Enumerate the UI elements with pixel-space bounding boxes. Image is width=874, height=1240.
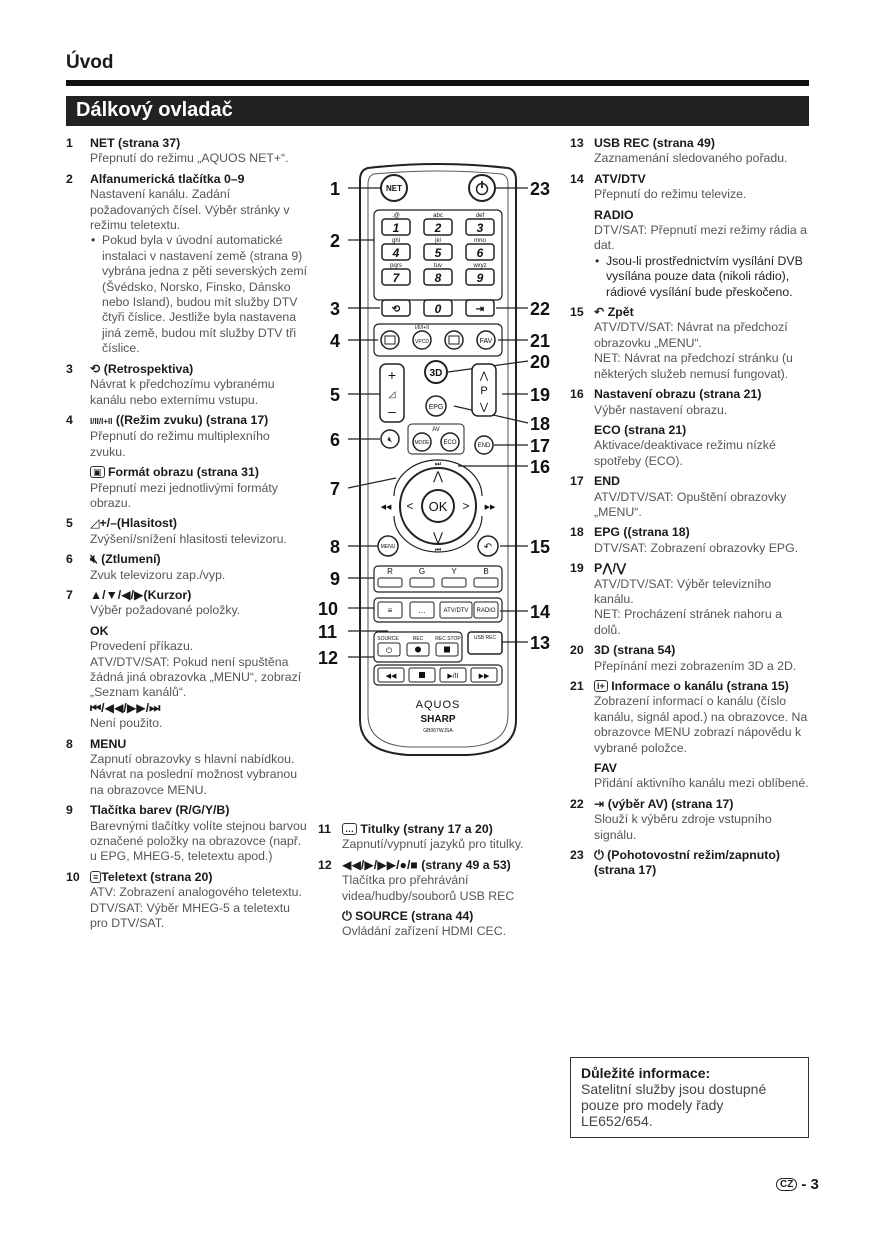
column-left [66,136,308,937]
svg-text:10: 10 [318,599,339,619]
list-item: 23 ⏻ (Pohotovostní režim/zapnuto) (strana 17) [570,848,780,878]
svg-text:▶▶: ▶▶ [484,504,496,511]
svg-text:↶: ↶ [483,542,493,553]
svg-text:pqrs: pqrs [390,263,402,269]
power-icon: ⏻ [342,909,352,924]
teletext-icon: ≡ [90,871,101,883]
3d-button [425,361,447,383]
svg-text:NET: NET [386,184,402,193]
svg-text:MODE: MODE [414,440,430,446]
svg-text:SOURCE: SOURCE [377,636,399,642]
mute-icon: 🔇︎ [90,552,98,567]
list-item: 11 … Titulky (strany 17 a 20) Zapnutí/vypnutí jazyků pro titulky. [318,822,524,852]
svg-text:6: 6 [330,430,341,450]
svg-text:I/II/I+II: I/II/I+II [414,325,430,331]
svg-text:11: 11 [318,622,338,642]
svg-text:▶/II: ▶/II [447,673,459,680]
sound-mode-button [413,331,431,349]
svg-text:◀◀: ◀◀ [380,504,392,511]
fav-button [477,331,495,349]
svg-text:mno: mno [474,238,486,244]
section-title: Úvod [66,52,114,73]
list-item: 18 EPG ((strana 18) DTV/SAT: Zobrazení obrazovky EPG. [570,525,799,555]
svg-text:EPG: EPG [428,404,444,411]
end-button [475,436,493,454]
epg-button [426,396,446,416]
svg-text:5: 5 [434,246,442,260]
svg-text:ATV/DTV: ATV/DTV [443,608,469,614]
svg-text:.@: .@ [392,213,400,219]
svg-text:⏻: ⏻ [385,646,393,655]
svg-text:…: … [418,606,426,615]
wide-mode-button [381,331,399,349]
page-banner: Dálkový ovladač [66,96,809,126]
svg-text:–: – [388,403,396,419]
svg-text:wxyz: wxyz [473,263,487,269]
svg-text:9: 9 [476,271,484,285]
svg-text:B: B [483,567,489,576]
standby-icon: ⏻ [594,848,604,863]
svg-text:+: + [387,367,397,383]
list-item: 1 NET (strana 37) Přepnutí do režimu „AQUOS NET+“. [66,136,289,166]
svg-text:REC STOP: REC STOP [435,636,461,642]
power-button [469,175,495,201]
sound-mode-icon: I/II/I+II [90,416,113,426]
svg-text:14: 14 [530,602,551,622]
svg-text:⋀: ⋀ [479,371,489,382]
subtitle-icon: … [342,823,357,835]
list-item: 5 ◿+/–(Hlasitost) Zvýšení/snížení hlasitosti televizoru. [66,516,287,546]
svg-text:5: 5 [330,385,341,405]
list-item: 16 Nastavení obrazu (strana 21) Výběr nastavení obrazu. ECO (strana 21) Aktivace/deaktivace režimu nízké spotřeby (ECO). [570,387,776,468]
svg-text:21: 21 [530,331,551,351]
menu-button [378,536,398,556]
svg-text:≡: ≡ [387,606,393,615]
svg-text:OK: OK [428,499,448,514]
svg-text:⏭: ⏭ [434,461,442,468]
volume-icon: ◿ [90,516,100,531]
svg-text:20: 20 [530,352,551,372]
list-item: 9 Tlačítka barev (R/G/Y/B) Barevnými tlačítky volíte stejnou barvou označené položky na obrazovce (např. u EPG, MHEG-5, teletextu apod.) [66,803,307,864]
info-icon: i+ [594,680,608,692]
svg-text:8: 8 [434,271,442,285]
list-item: 6 🔇︎ (Ztlumení) Zvuk televizoru zap./vyp. [66,552,226,582]
list-item: 13 USB REC (strana 49) Zaznamenání sledovaného pořadu. [570,136,788,166]
green-button [410,578,434,587]
yellow-button [442,578,466,587]
svg-text:19: 19 [530,385,551,405]
return-icon: ↶ [594,305,605,320]
list-item: 3 ⟲ (Retrospektiva) Návrat k předchozímu vybranému kanálu nebo externímu vstupu. [66,361,275,407]
svg-text:6: 6 [476,246,484,260]
info-button [445,331,463,349]
wide-mode-icon: ▣ [90,466,105,478]
net-button [381,175,407,201]
svg-text:jkl: jkl [435,238,441,244]
svg-text:1: 1 [392,221,400,235]
return-button [478,536,498,556]
model-number: GB067WJSA [423,728,453,734]
svg-text:⏮: ⏮ [434,547,442,554]
svg-text:abc: abc [433,213,443,219]
flashback-icon: ⟲ [90,361,101,376]
svg-text:VPCD: VPCD [415,339,429,345]
list-item: 19 P⋀/⋁ ATV/DTV/SAT: Výběr televizního kanálu. NET: Procházení stránek nahoru a dolů. [570,561,782,637]
channel-rocker [472,364,496,416]
svg-text:4: 4 [330,331,341,351]
svg-text:AV: AV [432,427,440,433]
mode-button [413,433,431,451]
svg-text:▶▶: ▶▶ [478,673,490,680]
list-item: 20 3D (strana 54) Přepínání mezi zobrazením 3D a 2D. [570,643,797,673]
list-item: 4 I/II/I+II ((Režim zvuku) (strana 17) Přepnutí do režimu multiplexního zvuku. ▣ Formát obrazu (strana 31) Přepnutí mezi jednotlivými formáty obrazu. [66,412,278,510]
svg-text:END: END [477,443,491,449]
column-middle [318,822,558,945]
list-item: 17 END ATV/DTV/SAT: Opuštění obrazovky „MENU“. [570,474,787,519]
svg-text:RADIO: RADIO [476,608,496,614]
mute-button [381,430,399,448]
svg-text:4: 4 [392,246,400,260]
svg-text:3: 3 [476,221,484,235]
svg-text:7: 7 [392,271,400,285]
svg-text:2: 2 [330,231,341,251]
svg-text:0: 0 [434,302,442,316]
svg-text:7: 7 [330,479,341,499]
svg-text:9: 9 [330,569,341,589]
channel-up-down-icon: ⋀/⋁ [602,561,627,576]
svg-text:USB REC: USB REC [473,635,497,641]
list-item: 8 MENU Zapnutí obrazovky s hlavní nabídkou. Návrat na poslední možnost vybranou na obrazovce MENU. [66,736,298,797]
svg-text:<: < [406,499,414,513]
list-item: 10 ≡ Teletext (strana 20) ATV: Zobrazení analogového teletextu. DTV/SAT: Výběr MHEG-5 a teletextu pro DTV/SAT. [66,869,302,931]
eco-button [441,433,459,451]
page-number: CZ - 3 [776,1176,819,1193]
svg-text:23: 23 [530,179,551,199]
svg-text:◀◀: ◀◀ [385,673,397,680]
svg-text:def: def [475,213,485,219]
svg-text:MENU: MENU [380,544,396,550]
svg-text:3: 3 [330,299,341,319]
section-rule [66,80,809,86]
red-button [378,578,402,587]
svg-text:>: > [462,499,470,513]
svg-text:REC: REC [412,636,424,642]
info-box: Důležité informace: Satelitní služby jsou dostupné pouze pro modely řady LE652/654. [570,1057,809,1138]
remote-illustration [318,160,563,760]
svg-text:◿: ◿ [388,389,396,399]
svg-text:ghi: ghi [391,238,401,244]
svg-text:G: G [418,567,426,576]
svg-text:12: 12 [318,648,339,668]
svg-text:17: 17 [530,436,551,456]
list-item: 12 ◀◀/▶/▶▶/●/■ (strany 49 a 53) Tlačítka pro přehrávání videa/hudby/souborů USB REC ⏻ SOURCE (strana 44) Ovládání zařízení HDMI CEC. [318,857,515,939]
svg-text:tuv: tuv [433,263,443,269]
list-item: 15 ↶ Zpět ATV/DTV/SAT: Návrat na předchozí obrazovku „MENU“. NET: Návrat na předchozí stránku (u některých služeb nemusí fungovat). [570,305,793,381]
svg-text:18: 18 [530,414,551,434]
svg-text:P: P [480,385,488,397]
svg-text:⋁: ⋁ [433,530,443,544]
svg-text:🔇︎: 🔇︎ [387,435,393,444]
svg-text:⇥: ⇥ [475,304,485,315]
brand-sharp: SHARP [420,714,456,725]
svg-text:ECO: ECO [443,440,457,446]
svg-text:⋁: ⋁ [479,402,489,413]
svg-text:2: 2 [434,221,442,235]
column-right [570,136,810,884]
svg-text:8: 8 [330,537,341,557]
svg-text:1: 1 [330,179,341,199]
blue-button [474,578,498,587]
svg-text:FAV: FAV [479,338,493,345]
list-item: 14 ATV/DTV Přepnutí do režimu televize. RADIO DTV/SAT: Přepnutí mezi režimy rádia a dat. • Jsou-li prostřednictvím vysílání DVB vysílána pouze data (nikoli rádio), rádiové vysílání bude přeskočeno. [570,172,810,300]
svg-text:Y: Y [451,567,457,576]
svg-text:15: 15 [530,537,551,557]
input-icon: ⇥ [594,796,605,811]
svg-text:22: 22 [530,299,551,319]
list-item: 22 ⇥ (výběr AV) (strana 17) Slouží k výběru zdroje vstupního signálu. [570,796,772,842]
svg-text:13: 13 [530,633,551,653]
brand-aquos: AQUOS [415,699,461,711]
svg-text:R: R [387,567,393,576]
list-item: 7 ▲/▼/◀/▶(Kurzor) Výběr požadované položky. OK Provedení příkazu. ATV/DTV/SAT: Pokud není spuštěna žádná jiná obrazovka „MENU“, zobrazí „Seznam kanálů“. ⏮/◀◀/▶▶/⏭ Není použito. [66,587,302,731]
list-item: 2 Alfanumerická tlačítka 0–9 Nastavení kanálu. Zadání požadovaných čísel. Výběr stránky v režimu teletextu. • Pokud byla v úvodní automatické instalaci v nastavení země (strana 9) vybrána jedna z pěti severských zemí (Švédsko, Norsko, Finsko, Dánsko nebo Island), budou mít služby DTV čtyři číslice. Jestliže byla nastavena jiná země, budou mít služby DTV tři číslice. [66,172,308,357]
svg-text:⋀: ⋀ [433,469,443,483]
svg-text:3D: 3D [429,368,443,379]
list-item: 21 i+ Informace o kanálu (strana 15) Zobrazení informací o kanálu (číslo kanálu, signál apod.) na obrazovce. Na obrazovce MENU zobrazí nápovědu k vybrané položce. FAV Přidání aktivního kanálu mezi oblíbené. [570,679,809,791]
svg-text:⟲: ⟲ [391,304,401,315]
svg-text:16: 16 [530,457,551,477]
volume-rocker [380,364,404,422]
